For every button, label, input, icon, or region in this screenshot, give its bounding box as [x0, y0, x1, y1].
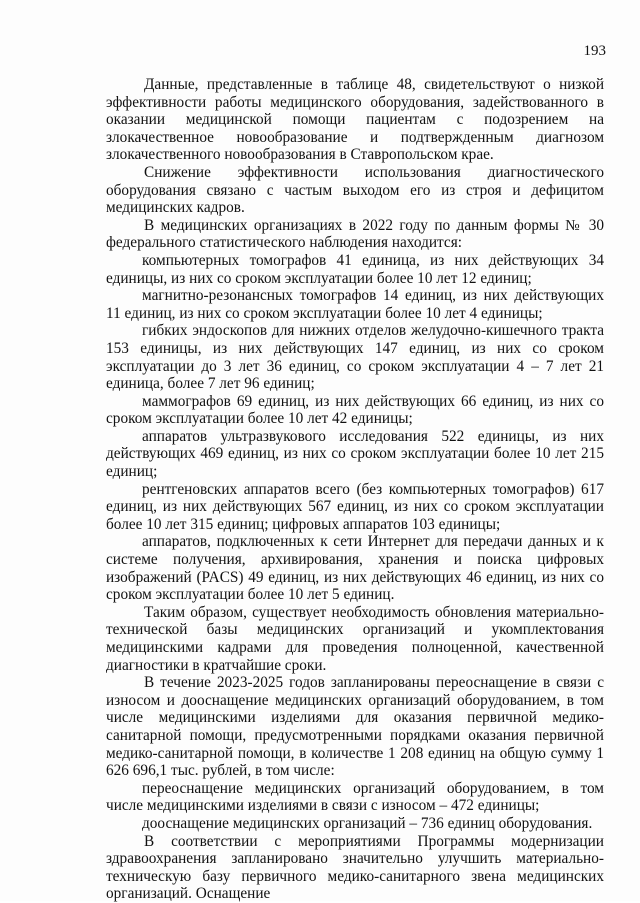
list-item-xray: рентгеновских аппаратов всего (без компьютерных томографов) 617 единиц, из них действующих 567 единиц, из них со сроком эксплуатации более 10 лет 315 единиц; цифровых аппаратов 103 единицы; — [106, 480, 604, 533]
paragraph-table-48-summary: Данные, представленные в таблице 48, свидетельствуют о низкой эффективности работы медицинского оборудования, задействованного в оказании медицинской помощи пациентам с подозрением на злокачественное новообразование и подтвержденным диагнозом злокачественного новообразования в Ставропольском крае. — [106, 76, 604, 164]
paragraph-efficiency-decline: Снижение эффективности использования диагностического оборудования связано с частым выходом его из строя и дефицитом медицинских кадров. — [106, 163, 604, 217]
list-item-pacs: аппаратов, подключенных к сети Интернет для передачи данных и к системе получения, архивирования, хранения и поиска цифровых изображений (PACS) 49 единиц, из них действующих 46 единиц, из них со сроком эксплуатации более 10 лет 5 единиц. — [106, 533, 604, 604]
document-body — [106, 76, 604, 903]
paragraph-2023-2025-plan: В течение 2023-2025 годов запланированы переоснащение в связи с износом и дооснащение медицинских организаций оборудованием, в том числе медицинскими изделиями для оказания первичной медико-санитарной помощи, предусмотренными порядками оказания первичной медико-санитарной помощи, в количестве 1 208 единиц на общую сумму 1 626 696,1 тыс. рублей, в том числе: — [106, 674, 604, 780]
list-item-reequipment: переоснащение медицинских организаций оборудованием, в том числе медицинскими изделиями в связи с износом – 472 единицы; — [106, 779, 604, 815]
page-number: 193 — [583, 43, 606, 59]
list-item-ultrasound: аппаратов ультразвукового исследования 522 единицы, из них действующих 469 единиц, из них со сроком эксплуатации более 10 лет 215 единиц; — [106, 427, 604, 481]
paragraph-modernization-program: В соответствии с мероприятиями Программы модернизации здравоохранения запланировано значительно улучшить материально-техническую базу первичного медико-санитарного звена медицинских организаций. Оснащение — [106, 832, 604, 903]
list-item-ct-scanners: компьютерных томографов 41 единица, из них действующих 34 единицы, из них со сроком эксплуатации более 10 лет 12 единиц; — [106, 251, 604, 287]
list-item-mammographs: маммографов 69 единиц, из них действующих 66 единиц, из них со сроком эксплуатации более 10 лет 42 единицы; — [106, 392, 604, 428]
paragraph-conclusion: Таким образом, существует необходимость обновления материально-технической базы медицинских организаций и укомплектования медицинскими кадрами для проведения полноценной, качественной диагностики в кратчайшие сроки. — [106, 603, 604, 674]
list-item-endoscopes: гибких эндоскопов для нижних отделов желудочно-кишечного тракта 153 единицы, из них действующих 147 единиц, из них со сроком эксплуатации до 3 лет 36 единиц, со сроком эксплуатации 4 – 7 лет 21 единица, более 7 лет 96 единиц; — [106, 322, 604, 393]
list-item-mri-scanners: магнитно-резонансных томографов 14 единиц, из них действующих 11 единиц, из них со сроком эксплуатации более 10 лет 4 единицы; — [106, 287, 604, 322]
paragraph-form-30-intro: В медицинских организациях в 2022 году по данным формы № 30 федерального статистического наблюдения находится: — [106, 216, 604, 252]
list-item-additional-equipment: дооснащение медицинских организаций – 736 единиц оборудования. — [142, 814, 593, 832]
